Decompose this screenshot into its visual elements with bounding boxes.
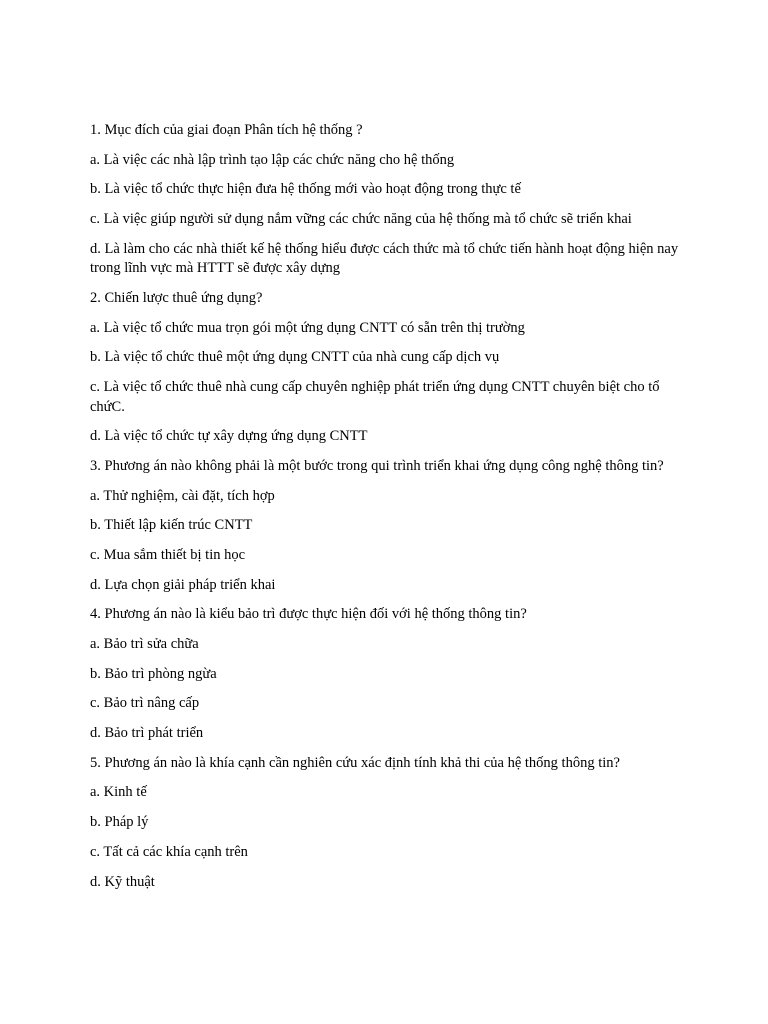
question-4-option-c: c. Bảo trì nâng cấp (90, 695, 200, 712)
question-5-option-d: d. Kỹ thuật (90, 873, 155, 890)
question-2-text: 2. Chiến lược thuê ứng dụng? (90, 289, 263, 306)
question-1-option-a: a. Là việc các nhà lập trình tạo lập các chức năng cho hệ thống (90, 151, 455, 168)
document-page (90, 121, 688, 902)
question-3-option-a: a. Thử nghiệm, cài đặt, tích hợp (90, 487, 275, 504)
question-4-option-b: b. Bảo trì phòng ngừa (90, 665, 217, 682)
question-5-option-a: a. Kinh tế (90, 784, 147, 801)
question-5-text: 5. Phương án nào là khía cạnh cần nghiên cứu xác định tính khả thi của hệ thống thông tin? (90, 754, 620, 771)
question-1-text: 1. Mục đích của giai đoạn Phân tích hệ thống ? (90, 122, 363, 138)
question-2-option-a: a. Là việc tổ chức mua trọn gói một ứng dụng CNTT có sẵn trên thị trường (90, 319, 525, 336)
question-3-option-c: c. Mua sắm thiết bị tin học (90, 546, 246, 563)
question-2-option-c: c. Là việc tổ chức thuê nhà cung cấp chuyên nghiệp phát triển ứng dụng CNTT chuyên biệt cho tổ chứC. (90, 379, 660, 415)
question-1-option-b: b. Là việc tổ chức thực hiện đưa hệ thống mới vào hoạt động trong thực tế (90, 181, 521, 198)
question-4-option-d: d. Bảo trì phát triển (90, 725, 204, 742)
question-3-option-b: b. Thiết lập kiến trúc CNTT (90, 517, 253, 534)
question-4-text: 4. Phương án nào là kiểu bảo trì được thực hiện đối với hệ thống thông tin? (90, 606, 527, 623)
question-1-option-d: d. Là làm cho các nhà thiết kế hệ thống hiểu được cách thức mà tổ chức tiến hành hoạt động hiện nay trong lĩnh vực mà HTTT sẽ được xây dựng (90, 240, 679, 277)
question-5-option-b: b. Pháp lý (90, 814, 149, 831)
question-3-text: 3. Phương án nào không phải là một bước trong qui trình triển khai ứng dụng công nghệ thông tin? (90, 457, 664, 474)
question-3-option-d: d. Lựa chọn giải pháp triển khai (90, 576, 276, 593)
question-5-option-c: c. Tất cả các khía cạnh trên (90, 843, 248, 860)
question-4-option-a: a. Bảo trì sửa chữa (90, 636, 199, 652)
question-2-option-d: d. Là việc tổ chức tự xây dựng ứng dụng CNTT (90, 428, 368, 445)
question-1-option-c: c. Là việc giúp người sử dụng nắm vững các chức năng của hệ thống mà tổ chức sẽ triển khai (90, 211, 632, 228)
question-2-option-b: b. Là việc tổ chức thuê một ứng dụng CNTT của nhà cung cấp dịch vụ (90, 349, 500, 366)
